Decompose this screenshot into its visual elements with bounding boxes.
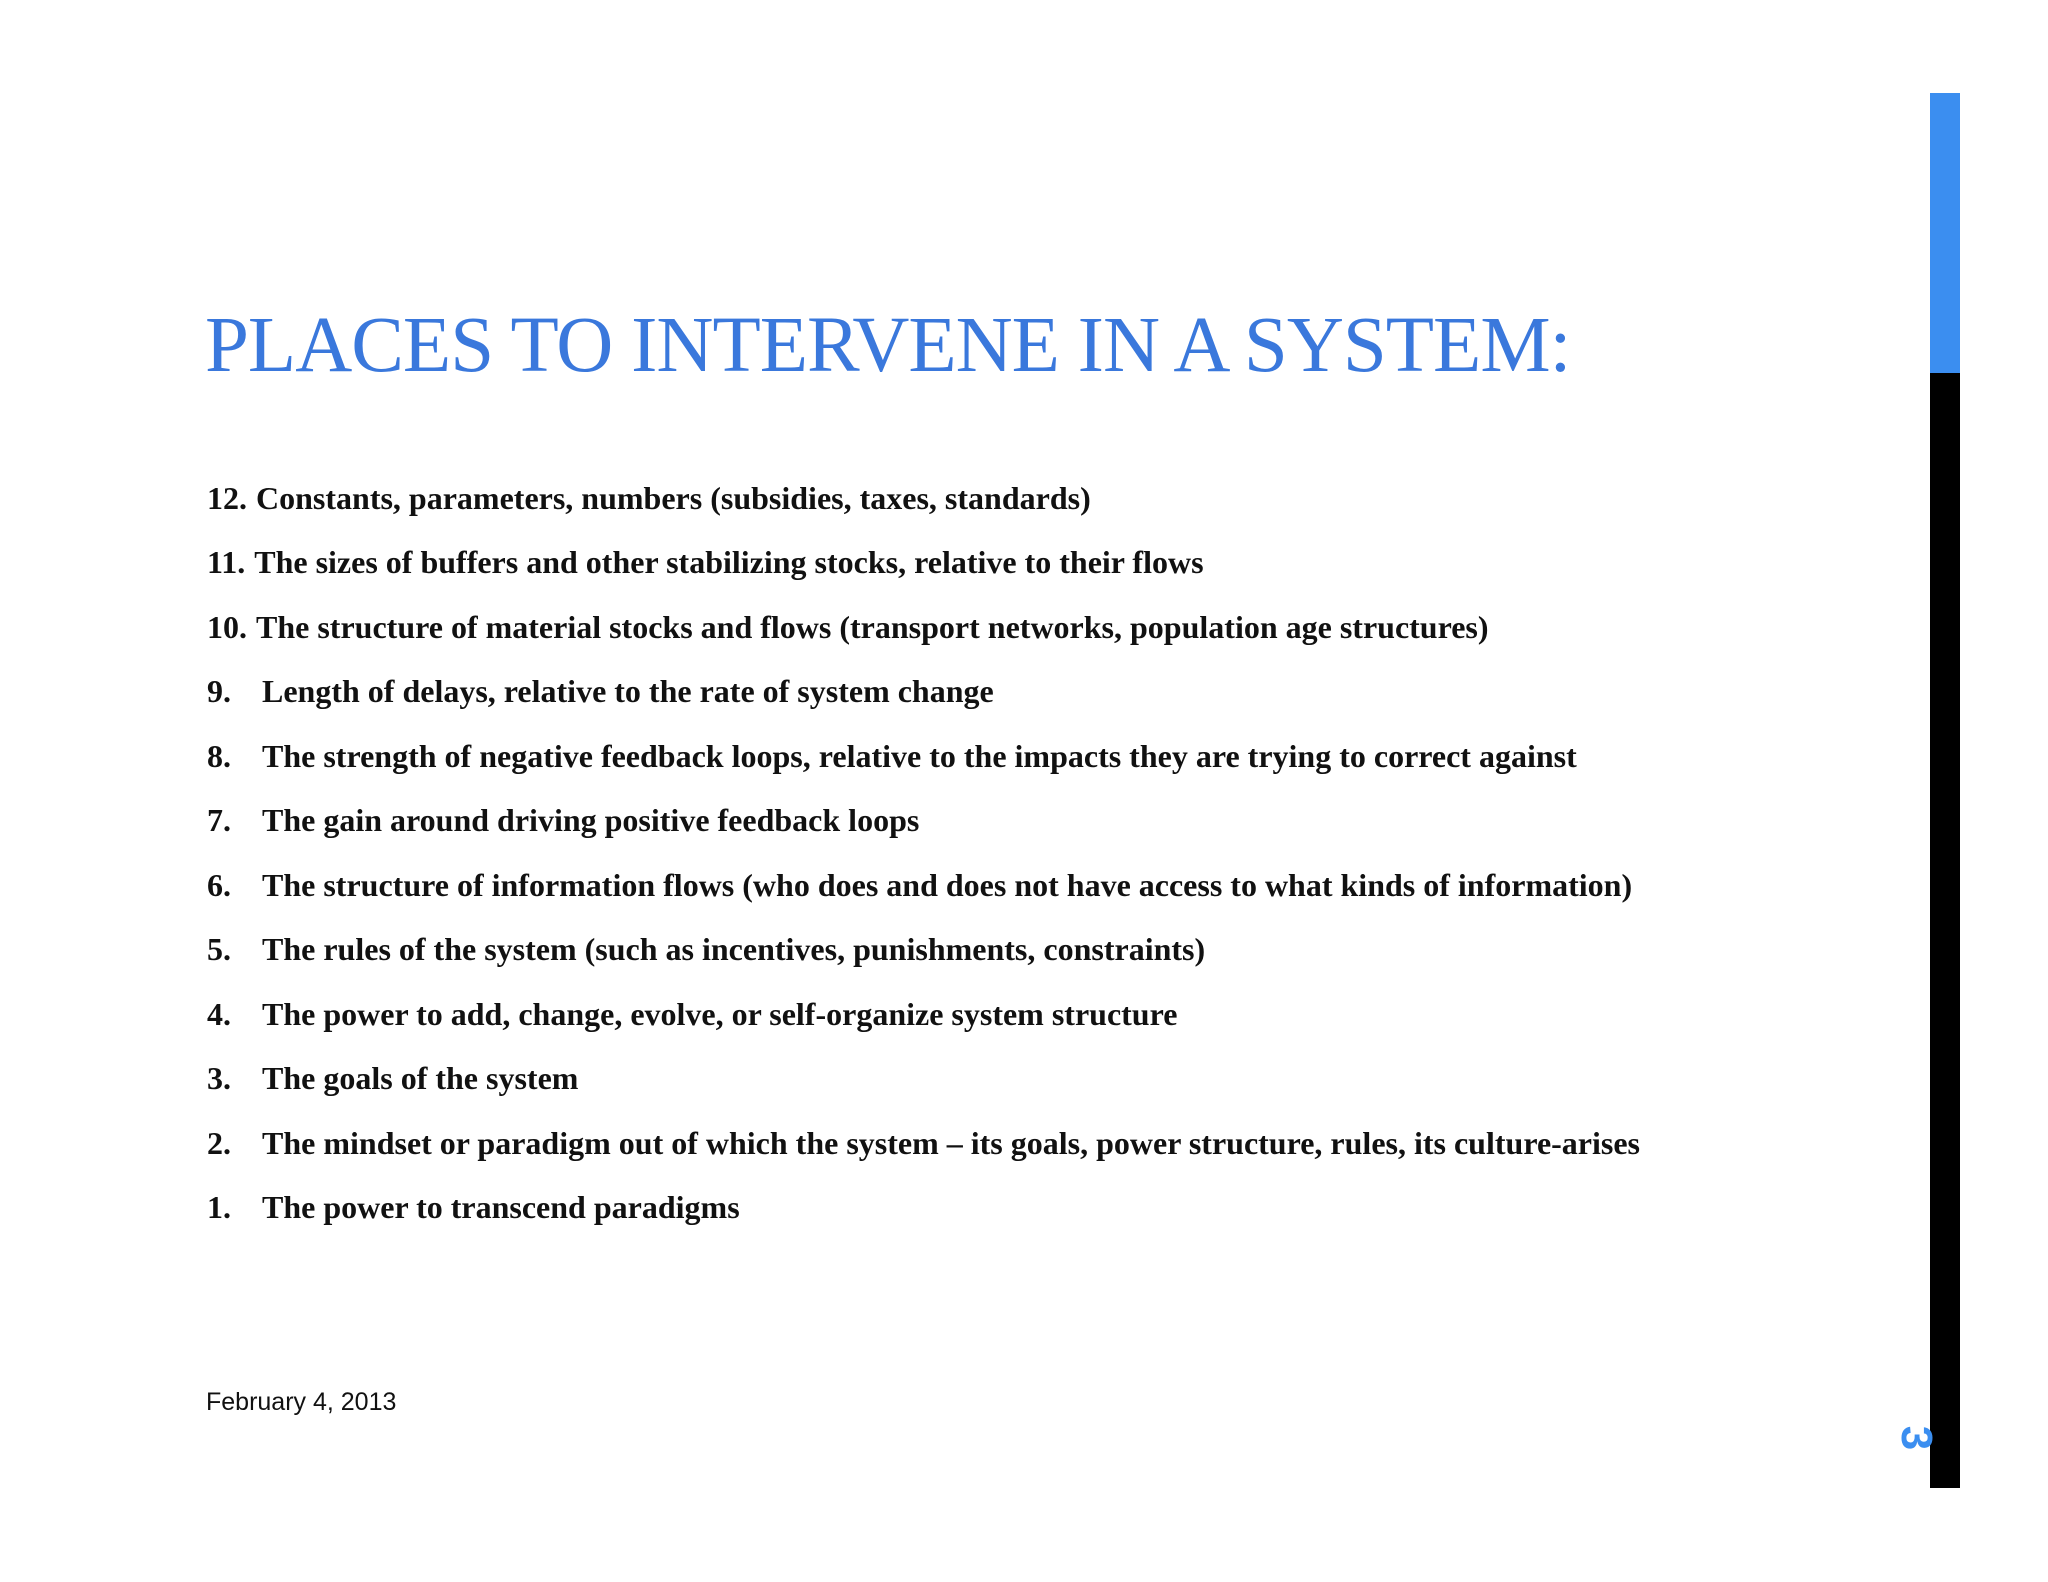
list-item — [207, 660, 1640, 725]
item-number: 7. — [207, 802, 231, 839]
item-text: Length of delays, relative to the rate of system change — [262, 673, 994, 710]
slide-date: February 4, 2013 — [206, 1388, 397, 1416]
intervention-list — [207, 466, 1640, 1240]
list-item — [207, 595, 1640, 660]
item-number: 12. — [207, 479, 247, 516]
list-item — [207, 1176, 1640, 1241]
item-number: 2. — [207, 1124, 231, 1161]
slide-title: PLACES TO INTERVENE IN A SYSTEM: — [205, 302, 1571, 389]
page-number: 3 — [1892, 1425, 1941, 1451]
list-item — [207, 1047, 1640, 1112]
list-item — [207, 918, 1640, 983]
item-number: 4. — [207, 995, 231, 1032]
list-item — [207, 853, 1640, 918]
item-number: 11. — [207, 544, 246, 581]
item-text: The power to transcend paradigms — [262, 1189, 740, 1226]
list-item — [207, 724, 1640, 789]
item-number: 8. — [207, 737, 231, 774]
list-item — [207, 531, 1640, 596]
item-number: 9. — [207, 673, 231, 710]
item-text: The mindset or paradigm out of which the system – its goals, power structure, rules, its culture-arises — [262, 1124, 1640, 1161]
item-number: 6. — [207, 866, 231, 903]
item-text: The structure of material stocks and flows (transport networks, population age structures) — [256, 608, 1489, 645]
item-text: Constants, parameters, numbers (subsidies, taxes, standards) — [256, 479, 1091, 516]
item-text: The goals of the system — [262, 1060, 579, 1097]
item-text: The strength of negative feedback loops, relative to the impacts they are trying to correct against — [262, 737, 1577, 774]
item-text: The power to add, change, evolve, or self-organize system structure — [262, 995, 1178, 1032]
list-item — [207, 982, 1640, 1047]
item-text: The structure of information flows (who does and does not have access to what kinds of information) — [262, 866, 1633, 903]
list-item — [207, 789, 1640, 854]
side-bar — [1930, 373, 1960, 1488]
item-text: The sizes of buffers and other stabilizing stocks, relative to their flows — [254, 544, 1204, 581]
list-item — [207, 466, 1640, 531]
item-number: 3. — [207, 1060, 231, 1097]
item-number: 1. — [207, 1189, 231, 1226]
item-number: 5. — [207, 931, 231, 968]
item-number: 10. — [207, 608, 247, 645]
item-text: The rules of the system (such as incentives, punishments, constraints) — [262, 931, 1206, 968]
list-item — [207, 1111, 1640, 1176]
item-text: The gain around driving positive feedback loops — [262, 802, 920, 839]
accent-bar — [1930, 93, 1960, 373]
